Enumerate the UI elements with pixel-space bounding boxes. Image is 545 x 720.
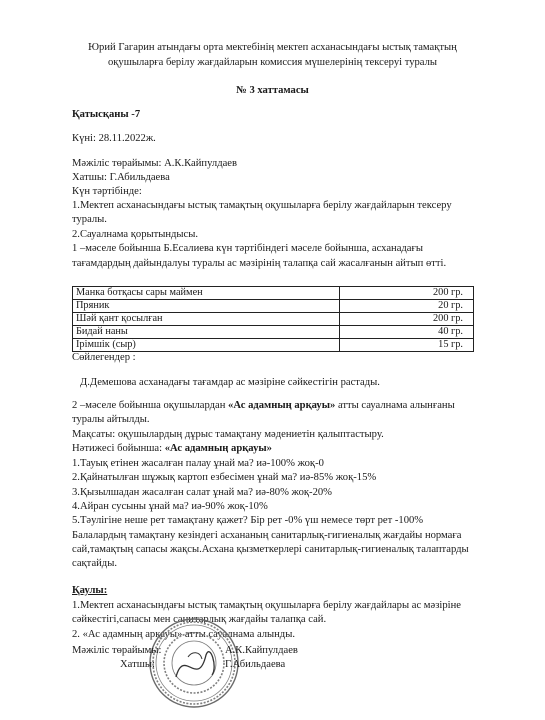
survey-q2: 2.Қайнатылған шұжық картоп езбесімен ұнай ма? иә-85% жоқ-15%: [72, 472, 377, 483]
chair-signature-name: А.К.Кайпулдаев: [225, 645, 298, 656]
chair-signature-label: Мәжіліс төрайымы:: [72, 645, 162, 656]
survey-q4: 4.Айран сусыны ұнай ма? иә-90% жоқ-10%: [72, 501, 268, 512]
decision-line-1: 1.Мектеп асханасындағы ыстық тамақтың оқушыларға берілу жағдайлары ас мәзіріне: [72, 600, 461, 611]
decision-title: Қаулы:: [72, 585, 108, 596]
table-row: [73, 313, 474, 326]
header-line-1: Юрий Гагарин атындағы орта мектебінің мектеп асханасындағы ыстық тамақтың: [88, 42, 457, 53]
issue-2-post: атты сауалнама алынғаны: [335, 400, 455, 411]
menu-item-cell: Ірімшік (сыр): [73, 339, 340, 352]
protocol-title: № 3 хаттамасы: [236, 85, 309, 96]
menu-item-cell: Шәй қант қосылған: [73, 313, 340, 326]
secretary-signature-name: Г.Абильдаева: [225, 659, 286, 670]
table-row: [73, 300, 474, 313]
agenda-title: Күн тәртібінде:: [72, 186, 142, 197]
issue-1b: тағамдардың дайындалуы туралы ас мәзірінің талапқа сай жасалғанын айтып өтті.: [72, 258, 447, 269]
survey-name: «Ас адамның арқауы»: [228, 400, 336, 411]
result-survey-name: «Ас адамның арқауы»: [164, 443, 272, 454]
menu-item-cell: Пряник: [73, 300, 340, 313]
agenda-item-1a: 1.Мектеп асханасындағы ыстық тамақтың оқушыларға берілу жағдайларын тексеру: [72, 200, 452, 211]
survey-q1: 1.Тауық етінен жасалған палау ұнай ма? иә-100% жоқ-0: [72, 458, 324, 469]
survey-q5: 5.Тәулігіне неше рет тамақтану қажет? Бір рет -0% үш немесе төрт рет -100%: [72, 515, 424, 526]
secretary-line: Хатшы: Г.Абильдаева: [72, 172, 170, 183]
table-row: [73, 287, 474, 300]
agenda-item-1b: туралы.: [72, 214, 107, 225]
table-row: [73, 339, 474, 352]
issue-2-pre: 2 –мәселе бойынша оқушылардан: [72, 400, 229, 411]
meeting-date: Күні: 28.11.2022ж.: [72, 133, 156, 144]
table-row: [73, 326, 474, 339]
summary-line-2: сай,тамақтың сапасы жақсы.Асхана қызметкерлері санитарлық-гигиеналық талаптарды: [72, 544, 469, 555]
issue-2-line-2: туралы айтылды.: [72, 414, 150, 425]
header-line-2: оқушыларға берілу жағдайларын комиссия мүшелерінің тексеруі туралы: [107, 57, 438, 68]
agenda-item-2: 2.Сауалнама қорытындысы.: [72, 229, 199, 240]
speakers-title: Сөйлегендер :: [72, 352, 136, 363]
survey-q3: 3.Қызылшадан жасалған салат ұнай ма? иә-80% жоқ-20%: [72, 487, 332, 498]
menu-qty-cell: 200 гр.: [340, 313, 474, 326]
summary-line-3: сақтайды.: [72, 558, 117, 569]
decision-line-3: 2. «Ас адамның арқауы» атты сауалнама алынды.: [72, 629, 295, 640]
issue-1a: 1 –мәселе бойынша Б.Есалиева күн тәртібіндегі мәселе бойынша, асханадағы: [72, 243, 423, 254]
menu-qty-cell: 20 гр.: [340, 300, 474, 313]
speakers-text: Д.Демешова асханадағы тағамдар ас мәзіріне сәйкестігін растады.: [80, 377, 380, 388]
menu-item-cell: Бидай наны: [73, 326, 340, 339]
menu-qty-cell: 200 гр.: [340, 287, 474, 300]
summary-line-1: Балалардың тамақтану кезіндегі асхананың санитарлық-гигиеналық жағдайы нормаға: [72, 530, 462, 541]
menu-qty-cell: 15 гр.: [340, 339, 474, 352]
attendees: Қатысқаны -7: [72, 109, 141, 120]
menu-table: [72, 286, 474, 352]
result-pre: Нәтижесі бойынша:: [72, 443, 165, 454]
decision-line-2: сәйкестігі,сапасы мен санитарлық жағдайы талапқа сай.: [72, 614, 327, 625]
secretary-signature-label: Хатшы:: [120, 659, 155, 670]
result-line: [72, 443, 272, 455]
chair-line: Мәжіліс төрайымы: А.К.Кайпулдаев: [72, 158, 237, 169]
goal-line: Мақсаты: оқушылардың дұрыс тамақтану мәдениетін қалыптастыру.: [72, 429, 384, 440]
menu-item-cell: Манка ботқасы сары маймен: [73, 287, 340, 300]
issue-2-line-1: [72, 400, 455, 412]
menu-qty-cell: 40 гр.: [340, 326, 474, 339]
